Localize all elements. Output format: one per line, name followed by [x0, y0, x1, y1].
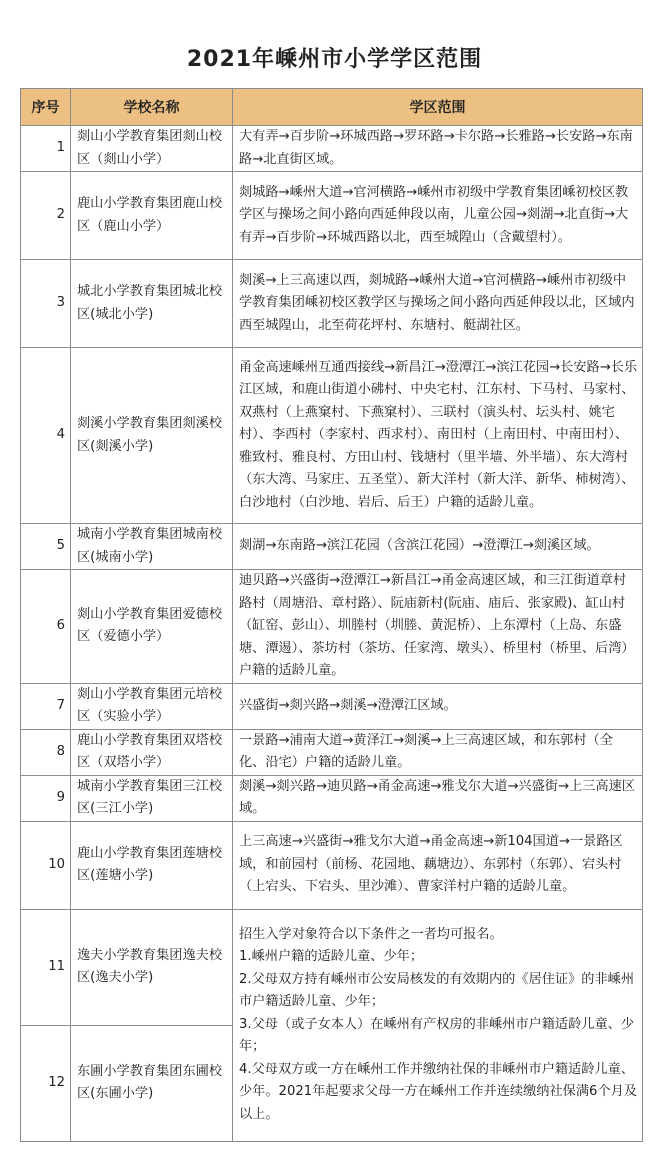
school-name: 剡山小学教育集团爱德校区（爱德小学） [71, 570, 233, 684]
district-range: 剡城路→嵊州大道→官河横路→嵊州市初级中学教育集团嵊初校区教学区与操场之间小路向西延伸段以南，儿童公园→剡湖→北直街→大有弄→百步阶→环城西路以北，西至城隍山（含戴望村）。 [233, 172, 643, 260]
page-title: 2021年嵊州市小学学区范围 [186, 47, 483, 72]
shared-range-line: 1.嵊州户籍的适龄儿童、少年； [239, 949, 424, 965]
district-range: 剡溪→上三高速以西，剡城路→嵊州大道→官河横路→嵊州市初级中学教育集团嵊初校区教学区与操场之间小路向西延伸段以北，区域内西至城隍山，北至荷花坪村、东塘村、艇湖社区。 [233, 260, 643, 348]
row-number: 1 [21, 126, 71, 172]
table-row [21, 126, 643, 172]
shared-district-range [233, 909, 643, 1141]
district-range: 大有弄→百步阶→环城西路→罗环路→卡尔路→长雅路→长安路→东南路→北直街区域。 [233, 126, 643, 172]
school-name: 城南小学教育集团三江校区(三江小学) [71, 775, 233, 821]
district-range: 兴盛街→剡兴路→剡溪→澄潭江区域。 [233, 683, 643, 729]
row-number: 10 [21, 821, 71, 909]
table-header-row [21, 89, 643, 126]
row-number: 12 [21, 1025, 71, 1141]
row-number: 3 [21, 260, 71, 348]
district-range: 剡湖→东南路→滨江花园（含滨江花园）→澄潭江→剡溪区域。 [233, 524, 643, 570]
row-number: 11 [21, 909, 71, 1025]
district-range: 甬金高速嵊州互通西接线→新昌江→澄潭江→滨江花园→长安路→长乐江区域，和鹿山街道小砩村、中央宅村、江东村、下马村、马家村、双燕村（上燕窠村、下燕窠村）、三联村（演头村、坛头村、姚宅村）、李西村（李家村、西求村）、南田村（上南田村、中南田村）、雅致村、雅良村、方田山村、钱塘村（里半墙、外半墙）、东大湾村（东大湾、马家庄、五圣堂）、新大洋村（新大洋、新华、柿树湾）、白沙地村（白沙地、岩后、后王）户籍的适龄儿童。 [233, 348, 643, 524]
row-number: 4 [21, 348, 71, 524]
school-name: 剡溪小学教育集团剡溪校区(剡溪小学) [71, 348, 233, 524]
table-row [21, 683, 643, 729]
table-row [21, 260, 643, 348]
shared-range-line: 3.父母（或子女本人）在嵊州有产权房的非嵊州市户籍适龄儿童、少年； [239, 1016, 635, 1055]
school-name: 剡山小学教育集团元培校区（实验小学） [71, 683, 233, 729]
district-range: 迪贝路→兴盛街→澄潭江→新昌江→甬金高速区域，和三江街道章村路村（周塘沿、章村路）、阮庙新村(阮庙、庙后、张家殿)、缸山村（缸窑、彭山）、圳塍村（圳塍、黄泥桥）、上东潭村（上岛、东盛塘、潭逷）、茶坊村（茶坊、任家湾、墩头）、桥里村（桥里、后湾）户籍的适龄儿童。 [233, 570, 643, 684]
header-school: 学校名称 [71, 89, 233, 126]
row-number: 6 [21, 570, 71, 684]
school-name: 东圃小学教育集团东圃校区(东圃小学) [71, 1025, 233, 1141]
school-name: 逸夫小学教育集团逸夫校区(逸夫小学) [71, 909, 233, 1025]
row-number: 2 [21, 172, 71, 260]
school-name: 城南小学教育集团城南校区(城南小学) [71, 524, 233, 570]
row-number: 7 [21, 683, 71, 729]
table-row [21, 909, 643, 1025]
district-range: 上三高速→兴盛街→雅戈尔大道→甬金高速→新104国道→一景路区域，和前园村（前杨、花园地、藕塘边）、东郭村（东郭）、宕头村（上宕头、下宕头、里沙滩）、曹家洋村户籍的适龄儿童。 [233, 821, 643, 909]
shared-range-line: 招生入学对象符合以下条件之一者均可报名。 [239, 926, 503, 942]
header-no: 序号 [21, 89, 71, 126]
table-row [21, 524, 643, 570]
shared-range-line: 2.父母双方持有嵊州市公安局核发的有效期内的《居住证》的非嵊州市户籍适龄儿童、少年； [239, 971, 635, 1010]
row-number: 5 [21, 524, 71, 570]
row-number: 8 [21, 729, 71, 775]
school-name: 鹿山小学教育集团双塔校区（双塔小学） [71, 729, 233, 775]
table-row [21, 821, 643, 909]
header-range: 学区范围 [233, 89, 643, 126]
table-row [21, 729, 643, 775]
table-row [21, 172, 643, 260]
school-name: 剡山小学教育集团剡山校区（剡山小学） [71, 126, 233, 172]
district-range: 剡溪→剡兴路→迪贝路→甬金高速→雅戈尔大道→兴盛街→上三高速区域。 [233, 775, 643, 821]
table-row [21, 348, 643, 524]
table-row [21, 570, 643, 684]
table-row [21, 775, 643, 821]
school-name: 城北小学教育集团城北校区(城北小学) [71, 260, 233, 348]
shared-range-line: 4.父母双方或一方在嵊州工作并缴纳社保的非嵊州市户籍适龄儿童、少年。2021年起要求父母一方在嵊州工作并连续缴纳社保满6个月及以上。 [239, 1061, 638, 1122]
school-district-table [20, 88, 643, 1142]
row-number: 9 [21, 775, 71, 821]
school-name: 鹿山小学教育集团莲塘校区(莲塘小学) [71, 821, 233, 909]
school-name: 鹿山小学教育集团鹿山校区（鹿山小学） [71, 172, 233, 260]
district-range: 一景路→浦南大道→黄泽江→剡溪→上三高速区域，和东郭村（全化、沿宅）户籍的适龄儿童。 [233, 729, 643, 775]
